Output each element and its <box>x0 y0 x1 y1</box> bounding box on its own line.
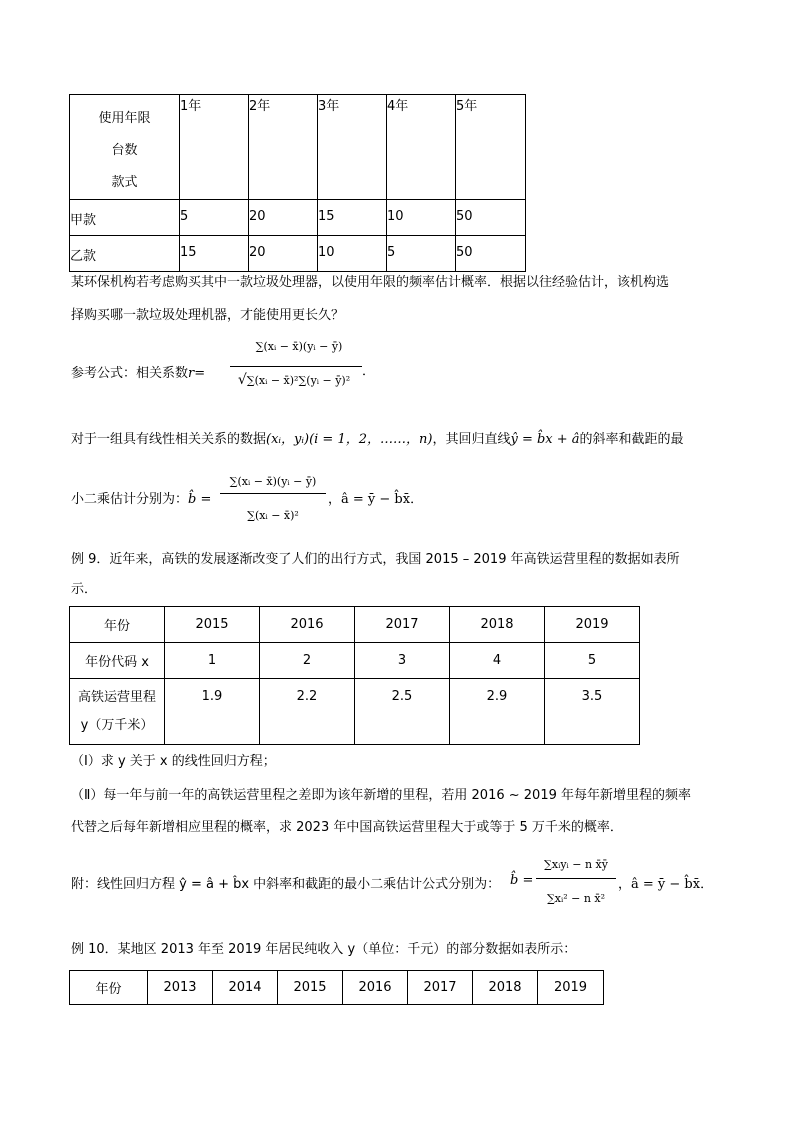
question-2-line: 代替之后每年新增相应里程的概率，求 2023 年中国高铁运营里程大于或等于 5 万千米的概率． <box>71 820 623 835</box>
data-pair: (xᵢ，yᵢ)(i = 1，2，……，n) <box>266 432 433 447</box>
table-row <box>70 679 640 745</box>
cell: 20 <box>249 200 318 236</box>
cell: 3 <box>355 643 450 679</box>
cell: 2019 <box>545 607 640 643</box>
header-usage-years: 使用年限 <box>98 111 151 126</box>
cell: 2.5 <box>355 679 450 745</box>
cell: 4 <box>450 643 545 679</box>
cell: 1 <box>165 643 260 679</box>
cell: 2015 <box>165 607 260 643</box>
question-1: （Ⅰ）求 y 关于 x 的线性回归方程； <box>71 754 276 769</box>
cell: 1.9 <box>165 679 260 745</box>
header-corner-cell <box>70 95 180 200</box>
example-9-line: 例 9．近年来，高铁的发展逐渐改变了人们的出行方式，我国 2015 – 2019 年高铁运营里程的数据如表所 <box>71 552 680 567</box>
formula-end: ． <box>362 364 376 379</box>
cell: 5 <box>387 236 456 272</box>
regression-line-eq: ŷ = b̂x + â <box>510 432 580 447</box>
row-label-code: 年份代码 x <box>70 643 165 679</box>
cell: 50 <box>456 236 526 272</box>
table-row <box>70 236 526 272</box>
year-header-4: 4年 <box>387 95 456 200</box>
formula-label-text: 参考公式：相关系数 <box>71 366 189 381</box>
cell: 2.9 <box>450 679 545 745</box>
fraction-bar <box>220 493 326 494</box>
paragraph-line: 某环保机构若考虑购买其中一款垃圾处理器，以使用年限的频率估计概率．根据以往经验估计，该机构选 <box>71 275 670 290</box>
example-10-line: 例 10．某地区 2013 年至 2019 年居民纯收入 y（单位：千元）的部分数据如表所示： <box>71 942 577 957</box>
para2-text: 的斜率和截距的最 <box>579 432 684 447</box>
cell: 2 <box>260 643 355 679</box>
cell: 5 <box>180 200 249 236</box>
para2-text: 小二乘估计分别为： <box>71 492 189 507</box>
year-header-3: 3年 <box>318 95 387 200</box>
para2-text: ，其回归直线 <box>432 432 511 447</box>
formula-var: r <box>188 366 195 381</box>
cell: 10 <box>318 236 387 272</box>
appendix-denominator: ∑xᵢ² − n x̄² <box>546 892 606 905</box>
cell: 50 <box>456 200 526 236</box>
appendix-numerator: ∑xᵢyᵢ − n x̄ȳ <box>544 858 608 871</box>
cell: 2019 <box>538 971 604 1005</box>
denominator-text: ∑(xᵢ − x̄)²∑(yᵢ − ȳ)² <box>246 374 351 387</box>
example-9-line: 示． <box>71 582 98 597</box>
question-2-line: （Ⅱ）每一年与前一年的高铁运营里程之差即为该年新增的里程，若用 2016 ~ 2019 年每年新增里程的频率 <box>71 788 691 803</box>
row-label-a: 甲款 <box>70 200 180 236</box>
fraction-bar <box>230 366 362 367</box>
para2-text: 对于一组具有线性相关关系的数据 <box>71 432 267 447</box>
formula-r-numerator <box>240 340 358 353</box>
cell: 5 <box>545 643 640 679</box>
table-row <box>70 607 640 643</box>
a-hat-eq: ，â = ȳ − b̂x̄． <box>328 492 424 507</box>
year-header-5: 5年 <box>456 95 526 200</box>
b-hat-numerator: ∑(xᵢ − x̄)(yᵢ − ȳ) <box>229 475 317 488</box>
cell: 2016 <box>260 607 355 643</box>
paragraph-line <box>71 428 684 447</box>
cell: 2014 <box>213 971 278 1005</box>
b-hat-lhs: b̂ = <box>188 492 212 507</box>
appendix-a-eq: ，â = ȳ − b̂x̄． <box>618 877 714 892</box>
cell: 10 <box>387 200 456 236</box>
year-header-1: 1年 <box>180 95 249 200</box>
paragraph-line: 择购买哪一款垃圾处理机器，才能使用更长久？ <box>71 308 345 323</box>
table-row <box>70 200 526 236</box>
rail-mileage-table <box>69 606 640 745</box>
usage-years-table <box>69 94 526 272</box>
mileage-label-line1: 高铁运营里程 <box>77 689 156 705</box>
row-label-year: 年份 <box>70 607 165 643</box>
table-row <box>70 643 640 679</box>
cell: 2015 <box>278 971 343 1005</box>
cell: 2016 <box>343 971 408 1005</box>
header-count: 台数 <box>111 143 138 158</box>
formula-label <box>71 362 205 381</box>
row-label-year: 年份 <box>70 971 148 1005</box>
cell: 2018 <box>473 971 538 1005</box>
year-header-2: 2年 <box>249 95 318 200</box>
header-model: 款式 <box>111 175 138 190</box>
numerator-text: ∑(xᵢ − x̄)(yᵢ − ȳ) <box>255 340 343 353</box>
b-hat-denominator: ∑(xᵢ − x̄)² <box>247 509 299 522</box>
cell: 3.5 <box>545 679 640 745</box>
mileage-label-line2: y（万千米） <box>80 717 154 733</box>
cell: 2018 <box>450 607 545 643</box>
cell: 2.2 <box>260 679 355 745</box>
row-label-mileage <box>70 679 165 745</box>
cell: 2017 <box>355 607 450 643</box>
income-table <box>69 970 604 1005</box>
appendix-b-lhs: b̂ = <box>510 873 534 888</box>
table-row <box>70 971 604 1005</box>
cell: 20 <box>249 236 318 272</box>
row-label-b: 乙款 <box>70 236 180 272</box>
cell: 15 <box>318 200 387 236</box>
cell: 15 <box>180 236 249 272</box>
paragraph-line <box>71 488 211 507</box>
cell: 2017 <box>408 971 473 1005</box>
formula-r-denominator: √∑(xᵢ − x̄)²∑(yᵢ − ȳ)² <box>237 372 351 388</box>
cell: 2013 <box>148 971 213 1005</box>
fraction-bar <box>536 878 616 879</box>
formula-eq: = <box>194 366 206 381</box>
appendix-text: 附：线性回归方程 ŷ = â + b̂x 中斜率和截距的最小二乘估计公式分别为： <box>71 877 501 892</box>
